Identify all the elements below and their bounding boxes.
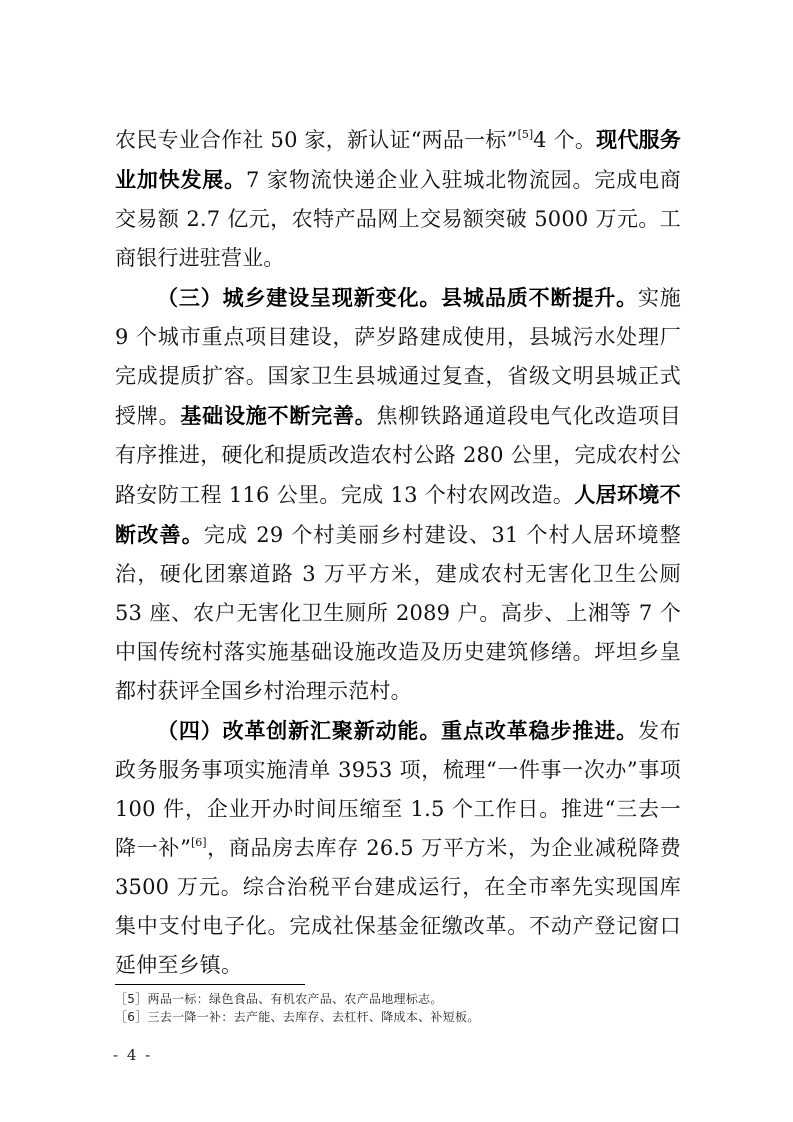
text-run: 完成 29 个村美丽乡村建设、31 个村人居环境整治，硬化团寨道路 3 万平方米，建成农村无害化卫生公厕 53 座、农户无害化卫生厕所 2089 户。高步、上湘等 7 个中国传统村落实施基础设施改造及历史建筑修缮。坪坦乡皇都村获评全国乡村治理示范村。 bbox=[115, 523, 681, 703]
text-run: 焦柳铁路通道段电气化改造项目有序推进，硬化和提质改造农村公路 280 公里，完成农村公路安防工程 116 公里。完成 13 个村农网改造。 bbox=[115, 404, 681, 507]
text-run: 7 家物流快递企业入驻城北物流园。完成电商交易额 2.7 亿元，农特产品网上交易额突破 5000 万元。工商银行进驻营业。 bbox=[115, 168, 681, 270]
footnote-separator bbox=[115, 984, 305, 985]
text-run: 实施 9 个城市重点项目建设，萨岁路建成使用，县城污水处理厂完成提质扩容。国家卫生县城通过复查，省级文明县城正式授牌。 bbox=[115, 286, 681, 428]
text-run: 农民专业合作社 50 家，新认证“两品一标” bbox=[115, 128, 518, 152]
page-number: - 4 - bbox=[113, 1046, 153, 1064]
bold-heading-run: 人居环境不断改善。 bbox=[115, 482, 681, 547]
text-run: 4 个。 bbox=[533, 128, 597, 152]
footnote-ref: [6] bbox=[191, 836, 207, 849]
text-run: ，商品房去库存 26.5 万平方米，为企业减税降费 3500 万元。综合治税平台建成运行，在全市率先实现国库集中支付电子化。完成社保基金征缴改革。不动产登记窗口延伸至乡镇。 bbox=[115, 836, 681, 977]
body-text bbox=[115, 120, 681, 985]
bold-heading-run: 现代服务业加快发展。 bbox=[115, 127, 681, 192]
paragraph bbox=[115, 120, 681, 278]
footnote-5: ［5］两品一标：绿色食品、有机农产品、农产品地理标志。 bbox=[115, 992, 443, 1006]
footnote-ref: [5] bbox=[517, 128, 534, 141]
footnote-6: ［6］三去一降一补：去产能、去库存、去杠杆、降成本、补短板。 bbox=[115, 1010, 480, 1024]
text-run: 发布政务服务事项实施清单 3953 项，梳理“一件事一次办”事项 100 件，企业开办时间压缩至 1.5 个工作日。推进“三去一降一补” bbox=[115, 719, 681, 860]
bold-heading-run: （三）城乡建设呈现新变化。县城品质不断提升。 bbox=[157, 285, 638, 310]
bold-heading-run: 基础设施不断完善。 bbox=[180, 403, 377, 428]
footnotes bbox=[115, 990, 681, 1026]
paragraph bbox=[115, 711, 681, 985]
paragraph bbox=[115, 278, 681, 711]
bold-heading-run: （四）改革创新汇聚新动能。重点改革稳步推进。 bbox=[157, 718, 638, 743]
